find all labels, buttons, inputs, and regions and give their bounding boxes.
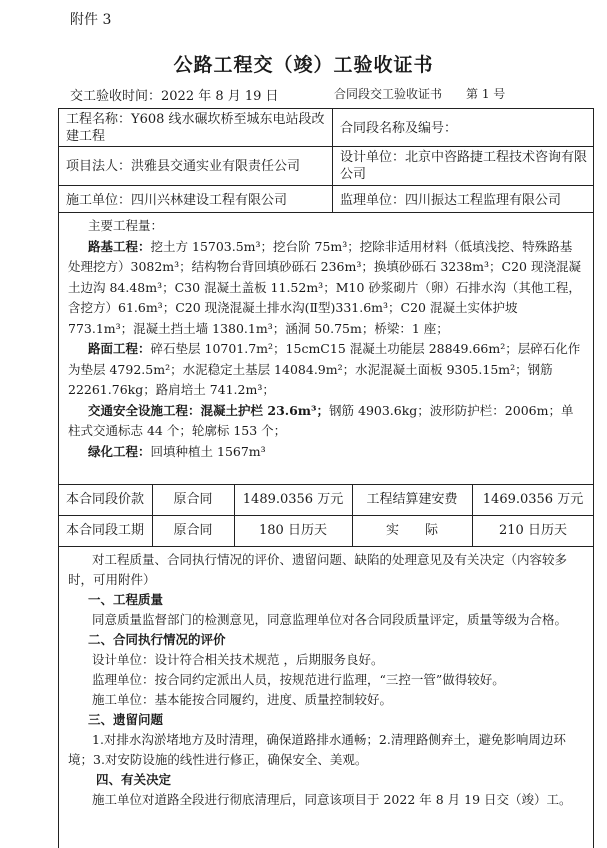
evaluation-block xyxy=(68,550,588,810)
cert-number: 第 1 号 xyxy=(466,87,506,101)
evaluation-intro: 对工程质量、合同执行情况的评价、遗留问题、缺陷的处理意见及有关决定（内容较多时，可用附件） xyxy=(68,552,568,587)
pavement-text: 碎石垫层 10701.7m²；15cmC15 混凝土功能层 28849.66m²；层碎石化作为垫层 4792.5m²；水泥稳定土基层 14084.9m²；水泥混凝土面板 9305.15m²；钢筋 22261.76kg；路肩培土 741.2m³； xyxy=(68,341,581,397)
section-issues-title: 三、遗留问题 xyxy=(88,712,164,727)
contract-construct-eval: 施工单位：基本能按合同履约，进度、质量控制较好。 xyxy=(92,692,393,707)
section-decision-text: 施工单位对道路全段进行彻底清理后，同意该项目于 2022 年 8 月 19 日交（竣）工。 xyxy=(92,792,572,807)
cost-original-value: 1489.0356 万元 xyxy=(242,492,344,507)
project-owner: 项目法人：洪雅县交通实业有限责任公司 xyxy=(66,159,301,174)
section-contract-title: 二、合同执行情况的评价 xyxy=(88,632,226,647)
period-actual-label: 实 际 xyxy=(385,523,438,538)
green-paragraph xyxy=(68,442,583,463)
green-text: 回填种植土 1567m³ xyxy=(150,443,266,459)
safety-text: 钢筋 4903.6kg；波形防护栏：2006m；单柱式交通标志 44 个；轮廓标 153 个； xyxy=(68,402,574,438)
period-row-label: 本合同段工期 xyxy=(65,523,144,538)
contract-section: 合同段名称及编号： xyxy=(340,121,458,136)
project-name: 工程名称：Y608 线水碾坎桥至城东电站段改建工程 xyxy=(66,112,325,144)
roadbed-label: 路基工程： xyxy=(88,238,151,254)
pavement-label: 路面工程： xyxy=(88,341,151,356)
construction-unit: 施工单位：四川兴林建设工程有限公司 xyxy=(66,193,288,208)
cost-settle-label: 工程结算建安费 xyxy=(366,492,458,507)
safety-paragraph xyxy=(68,401,583,442)
safety-bold: 混凝土护栏 23.6m³； xyxy=(200,402,330,418)
cert-label: 合同段交工验收证书 xyxy=(334,87,443,101)
quantities-heading: 主要工程量： xyxy=(88,218,164,233)
safety-label: 交通安全设施工程： xyxy=(88,402,201,418)
period-original-label: 原合同 xyxy=(173,523,213,538)
attachment-label: 附件 3 xyxy=(70,12,112,28)
design-unit: 设计单位：北京中咨路捷工程技术咨询有限公司 xyxy=(340,150,588,182)
section-quality-title: 一、工程质量 xyxy=(88,592,164,607)
supervision-unit: 监理单位：四川振达工程监理有限公司 xyxy=(340,193,562,208)
cert-header xyxy=(334,85,505,102)
contract-design-eval: 设计单位：设计符合相关技术规范 ，后期服务良好。 xyxy=(92,652,384,667)
page-title: 公路工程交（竣）工验收证书 xyxy=(173,54,434,76)
section-issues-text: 1.对排水沟淤堵地方及时清理，确保道路排水通畅；2.清理路侧弃土，避免影响周边环境；3.对安防设施的线性进行修正，确保安全、美观。 xyxy=(68,732,566,767)
cost-row-label: 本合同段价款 xyxy=(65,492,144,507)
quantities-block xyxy=(68,216,583,462)
roadbed-text: 挖土方 15703.5m³；挖台阶 75m³；挖除非适用材料（低填浅挖、特殊路基处理挖方）3082m³；结构物台背回填砂砾石 236m³；换填砂砾石 3238m³；C20 现浇混凝土边沟 84.48m³；C30 混凝土盖板 11.52m³；M10 砂浆砌片（卵）石排水沟（其他工程，含挖方）61.6m³；C20 现浇混凝土排水沟(Ⅱ型)331.6m³；C20 混凝土实体护坡 773.1m³；混凝土挡土墙 1380.1m³；涵洞 50.75m；桥梁：1 座； xyxy=(68,238,581,336)
cost-original-label: 原合同 xyxy=(173,492,213,507)
cost-settle-value: 1469.0356 万元 xyxy=(482,492,584,507)
contract-supervise-eval: 监理单位：按合同约定派出人员，按规范进行监理，“三控一管”做得较好。 xyxy=(92,672,505,687)
section-decision-title: 四、有关决定 xyxy=(96,772,172,787)
pavement-paragraph xyxy=(68,339,583,401)
green-label: 绿化工程： xyxy=(88,443,151,459)
roadbed-paragraph xyxy=(68,237,583,340)
period-original-value: 180 日历天 xyxy=(259,523,327,538)
period-actual-value: 210 日历天 xyxy=(499,523,567,538)
acceptance-date: 交工验收时间：2022 年 8 月 19 日 xyxy=(70,89,279,104)
section-quality-text: 同意质量监督部门的检测意见，同意监理单位对各合同段质量评定，质量等级为合格。 xyxy=(92,612,568,627)
